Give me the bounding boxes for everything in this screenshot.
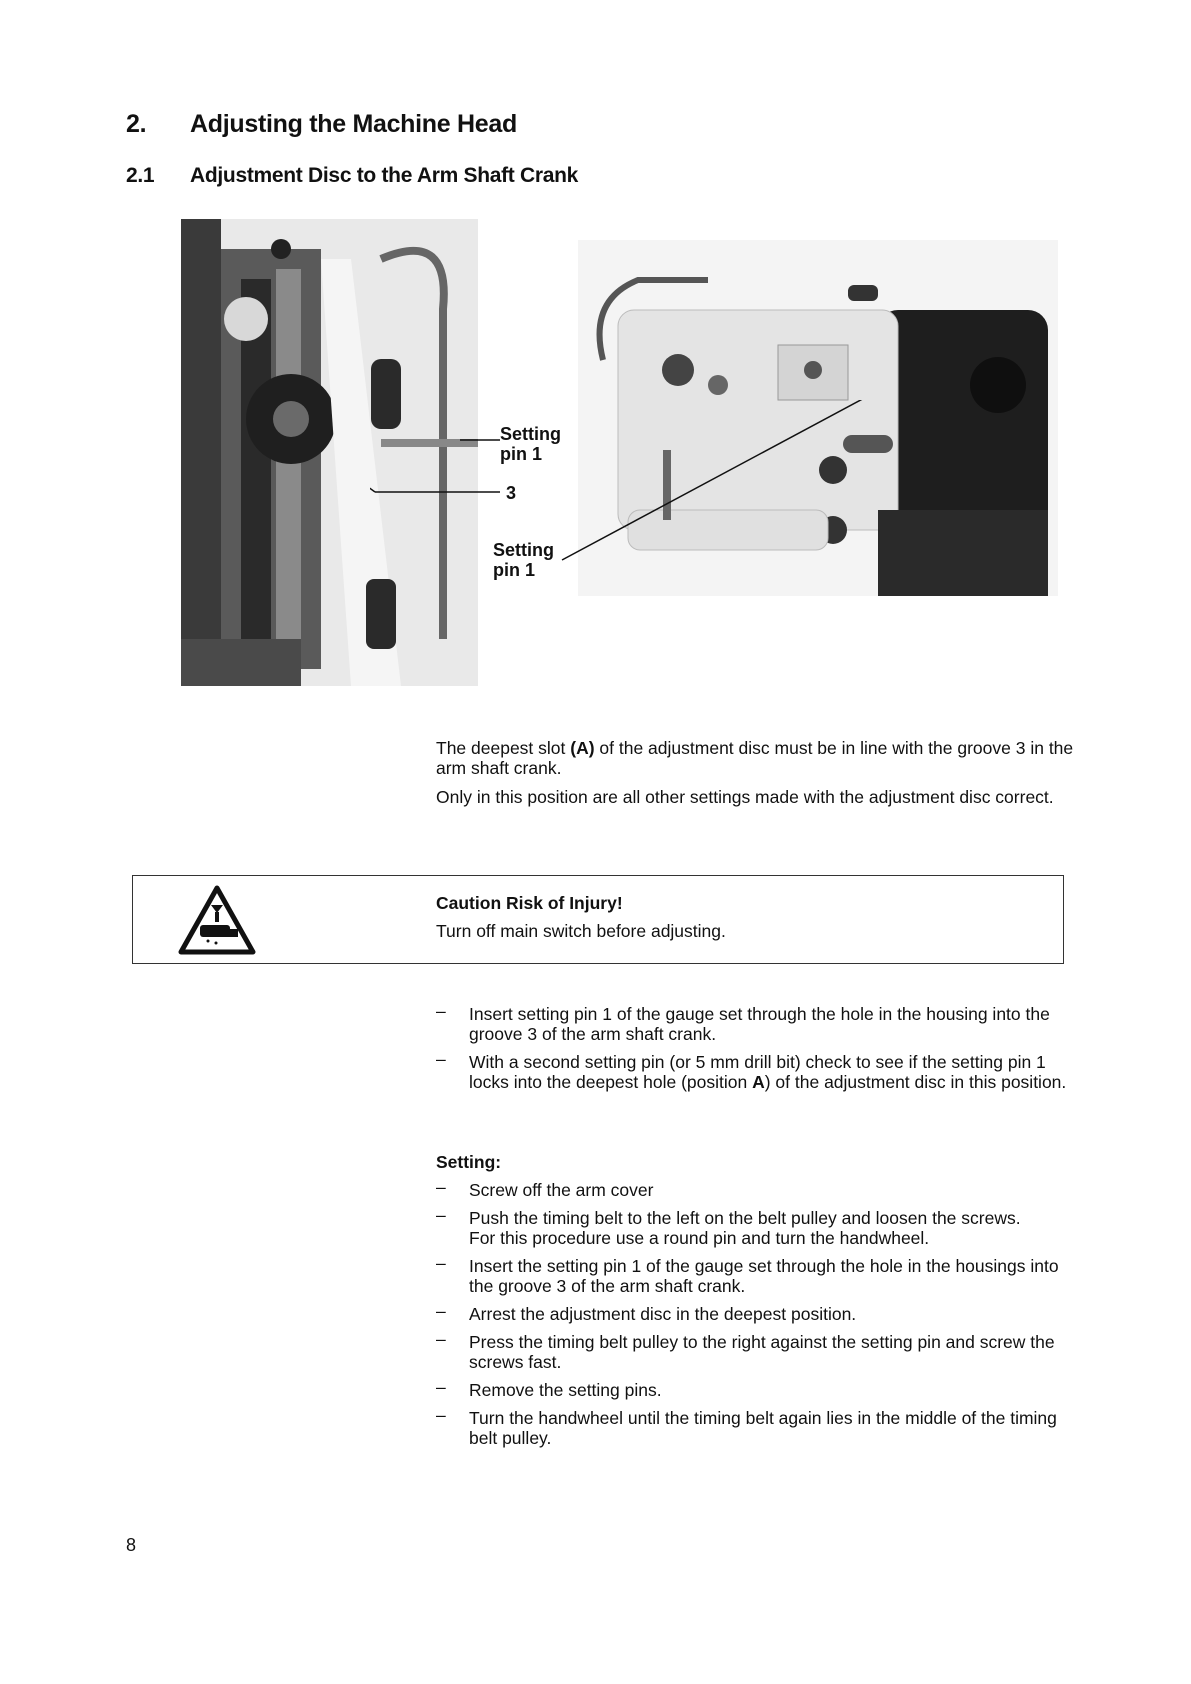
list-item: – Turn the handwheel until the timing belt again lies in the middle of the timing belt pulley. [436,1405,1057,1448]
list-item: – Insert the setting pin 1 of the gauge set through the hole in the housings into the groove 3 of the arm shaft crank. [436,1253,1059,1296]
list-item: – Insert setting pin 1 of the gauge set through the hole in the housing into the groove 3 of the arm shaft crank. [436,1001,1050,1044]
section-heading [126,110,517,139]
setting-steps-list [436,1177,1076,1456]
list-item: – With a second setting pin (or 5 mm drill bit) check to see if the setting pin 1 locks into the deepest hole (position A) of the adjustment disc in this position. [436,1049,1067,1092]
list-item: – Press the timing belt pulley to the right against the setting pin and screw the screws fast. [436,1329,1055,1372]
setting-heading: Setting: [436,1152,502,1172]
check-steps-list [436,1001,1076,1100]
callout-leader-lines [370,400,870,600]
leader-line-pin-bottom [562,400,870,560]
caution-text: Turn off main switch before adjusting. [436,921,726,941]
intro-paragraph-1: The deepest slot (A) of the adjustment disc must be in line with the groove 3 in the arm shaft crank. [436,738,1074,778]
subsection-number: 2.1 [126,164,155,187]
caution-box [132,875,1064,964]
subsection-title: Adjustment Disc to the Arm Shaft Crank [190,164,579,187]
page-number: 8 [126,1535,137,1555]
callout-setting-pin-bottom: Setting pin 1 [493,540,554,580]
subsection-heading [126,164,578,188]
list-item: – Remove the setting pins. [436,1377,662,1400]
warning-triangle-icon [178,885,256,955]
section-number: 2. [126,110,147,138]
callout-setting-pin-top: Setting pin 1 [500,424,561,464]
callout-groove-3: 3 [506,483,517,503]
list-item: – Push the timing belt to the left on the belt pulley and loosen the screws. For this procedure use a round pin and turn the handwheel. [436,1205,1021,1248]
intro-paragraph-2: Only in this position are all other settings made with the adjustment disc correct. [436,787,1054,807]
section-title: Adjusting the Machine Head [190,110,517,138]
caution-title: Caution Risk of Injury! [436,893,623,913]
list-item: – Arrest the adjustment disc in the deepest position. [436,1301,857,1324]
list-item: – Screw off the arm cover [436,1177,654,1200]
